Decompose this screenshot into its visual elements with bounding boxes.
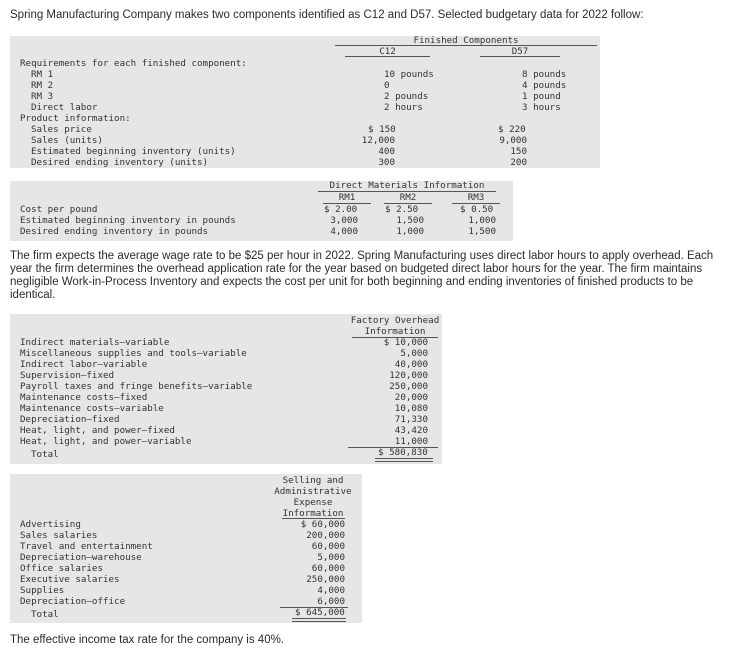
- overhead-header-line2: Information: [364, 326, 426, 337]
- c12-beginning-inventory: 400: [378, 146, 395, 157]
- overhead-total-label: Total: [31, 449, 59, 460]
- d57-beginning-inventory: 150: [510, 146, 527, 157]
- c12-rm3-value: 2 pounds: [384, 91, 429, 102]
- column-header-rm3: RM3: [467, 192, 485, 203]
- selling-label-advertising: Advertising: [20, 519, 81, 530]
- d57-rm3-value: 1 pound: [522, 91, 561, 102]
- selling-label-office-salaries: Office salaries: [20, 563, 103, 574]
- row-label-rm3: RM 3: [31, 91, 54, 102]
- overhead-value-heat-variable: 11,000: [394, 436, 428, 447]
- selling-header-line2: Administrative: [274, 486, 352, 497]
- row-label-cost-per-pound: Cost per pound: [20, 204, 98, 215]
- overhead-value-maintenance-variable: 10,080: [394, 403, 428, 414]
- rm2-cost: $ 2.50: [385, 204, 419, 215]
- overhead-total-double-rule: [375, 458, 433, 462]
- selling-value-supplies: 4,000: [317, 585, 345, 596]
- selling-value-travel: 60,000: [311, 541, 345, 552]
- c12-labor-value: 2 hours: [384, 102, 423, 113]
- overhead-label-misc-supplies: Miscellaneous supplies and tools–variable: [20, 348, 247, 359]
- row-label-rm2: RM 2: [31, 80, 54, 91]
- column-header-rm1: RM1: [338, 192, 356, 203]
- overhead-label-heat-fixed: Heat, light, and power–fixed: [20, 425, 175, 436]
- d57-header-rule: [480, 56, 560, 57]
- selling-total-double-rule: [292, 618, 346, 622]
- intro-text: Spring Manufacturing Company makes two components identified as C12 and D57. Selected budgetary data for 2022 follow:: [10, 9, 644, 21]
- c12-rm1-value: 10 pounds: [384, 69, 434, 80]
- overhead-value-depreciation: 71,330: [394, 414, 428, 425]
- assumptions-paragraph: The firm expects the average wage rate to be $25 per hour in 2022. Spring Manufacturing uses direct labor hours to apply overhead. Each year the firm determines the overhead application rate for the year based on budgeted direct labor hours for the year. The firm maintains negligible Work-in-Process Inventory and expects the cost per unit for both beginning and ending inventories of finished products to be identical.: [10, 250, 714, 301]
- rm1-ending: 4,000: [330, 226, 358, 237]
- row-label-rm1: RM 1: [31, 69, 54, 80]
- overhead-label-indirect-labor: Indirect labor–variable: [20, 359, 148, 370]
- selling-value-sales-salaries: 200,000: [306, 530, 345, 541]
- selling-label-depreciation-warehouse: Depreciation–warehouse: [20, 552, 142, 563]
- row-label-ending-pounds: Desired ending inventory in pounds: [20, 226, 209, 237]
- overhead-label-depreciation: Depreciation–fixed: [20, 414, 120, 425]
- overhead-label-heat-variable: Heat, light, and power–variable: [20, 436, 192, 447]
- selling-label-travel: Travel and entertainment: [20, 541, 153, 552]
- column-header-rm2: RM2: [399, 192, 417, 203]
- row-label-ending-inventory: Desired ending inventory (units): [31, 157, 209, 168]
- section-label-product-info: Product information:: [20, 113, 131, 124]
- c12-sales-price: $ 150: [368, 124, 396, 135]
- row-label-direct-labor: Direct labor: [31, 102, 98, 113]
- selling-value-depreciation-office: 6,000: [317, 596, 345, 607]
- rm3-beginning: 1,000: [468, 215, 496, 226]
- selling-label-executive-salaries: Executive salaries: [20, 574, 120, 585]
- selling-label-sales-salaries: Sales salaries: [20, 530, 98, 541]
- overhead-label-indirect-materials: Indirect materials–variable: [20, 337, 170, 348]
- selling-value-executive-salaries: 250,000: [306, 574, 345, 585]
- d57-labor-value: 3 hours: [522, 102, 561, 113]
- overhead-value-payroll-taxes: 250,000: [389, 381, 428, 392]
- rm2-beginning: 1,500: [396, 215, 424, 226]
- d57-rm1-value: 8 pounds: [522, 69, 567, 80]
- selling-value-office-salaries: 60,000: [311, 563, 345, 574]
- c12-ending-inventory: 300: [378, 157, 395, 168]
- overhead-label-maintenance-variable: Maintenance costs–variable: [20, 403, 164, 414]
- selling-label-supplies: Supplies: [20, 585, 65, 596]
- row-label-sales-price: Sales price: [31, 124, 92, 135]
- column-header-d57: D57: [511, 46, 529, 57]
- column-header-c12: C12: [379, 46, 396, 57]
- overhead-value-indirect-labor: 40,000: [394, 359, 428, 370]
- row-label-sales-units: Sales (units): [31, 135, 103, 146]
- c12-header-rule: [345, 56, 430, 57]
- selling-header-line3: Expense: [293, 497, 333, 508]
- overhead-value-maintenance-fixed: 20,000: [394, 392, 428, 403]
- rm1-beginning: 3,000: [330, 215, 358, 226]
- selling-value-advertising: $ 60,000: [300, 519, 345, 530]
- selling-value-depreciation-warehouse: 5,000: [317, 552, 345, 563]
- materials-group-header: Direct Materials Information: [329, 180, 485, 191]
- overhead-label-maintenance-fixed: Maintenance costs–fixed: [20, 392, 148, 403]
- d57-sales-units: 9,000: [499, 135, 527, 146]
- selling-total-label: Total: [31, 609, 59, 620]
- selling-header-line4: Information: [282, 508, 344, 519]
- overhead-value-supervision: 120,000: [389, 370, 428, 381]
- rm2-ending: 1,000: [396, 226, 424, 237]
- row-label-beginning-inventory: Estimated beginning inventory (units): [31, 146, 236, 157]
- overhead-total-value: $ 580,830: [378, 447, 428, 458]
- rm3-ending: 1,500: [468, 226, 496, 237]
- c12-sales-units: 12,000: [361, 135, 395, 146]
- d57-rm2-value: 4 pounds: [522, 80, 567, 91]
- d57-sales-price: $ 220: [498, 124, 526, 135]
- row-label-beginning-pounds: Estimated beginning inventory in pounds: [20, 215, 236, 226]
- overhead-label-payroll-taxes: Payroll taxes and fringe benefits–variable: [20, 381, 253, 392]
- d57-ending-inventory: 200: [510, 157, 527, 168]
- overhead-value-heat-fixed: 43,420: [394, 425, 428, 436]
- components-group-header: Finished Components: [413, 35, 519, 46]
- section-label-requirements: Requirements for each finished component:: [20, 58, 247, 69]
- overhead-label-supervision: Supervision–fixed: [20, 370, 115, 381]
- rm3-cost: $ 0.50: [460, 204, 494, 215]
- selling-total-value: $ 645,000: [295, 607, 345, 618]
- c12-rm2-value: 0: [384, 80, 390, 91]
- overhead-value-misc-supplies: 5,000: [400, 348, 428, 359]
- overhead-header-line1: Factory Overhead: [350, 315, 440, 326]
- selling-label-depreciation-office: Depreciation–office: [20, 596, 126, 607]
- selling-header-line1: Selling and: [282, 475, 344, 486]
- rm1-cost: $ 2.00: [324, 204, 358, 215]
- tax-rate-note: The effective income tax rate for the company is 40%.: [10, 634, 285, 646]
- overhead-value-indirect-materials: $ 10,000: [383, 337, 428, 348]
